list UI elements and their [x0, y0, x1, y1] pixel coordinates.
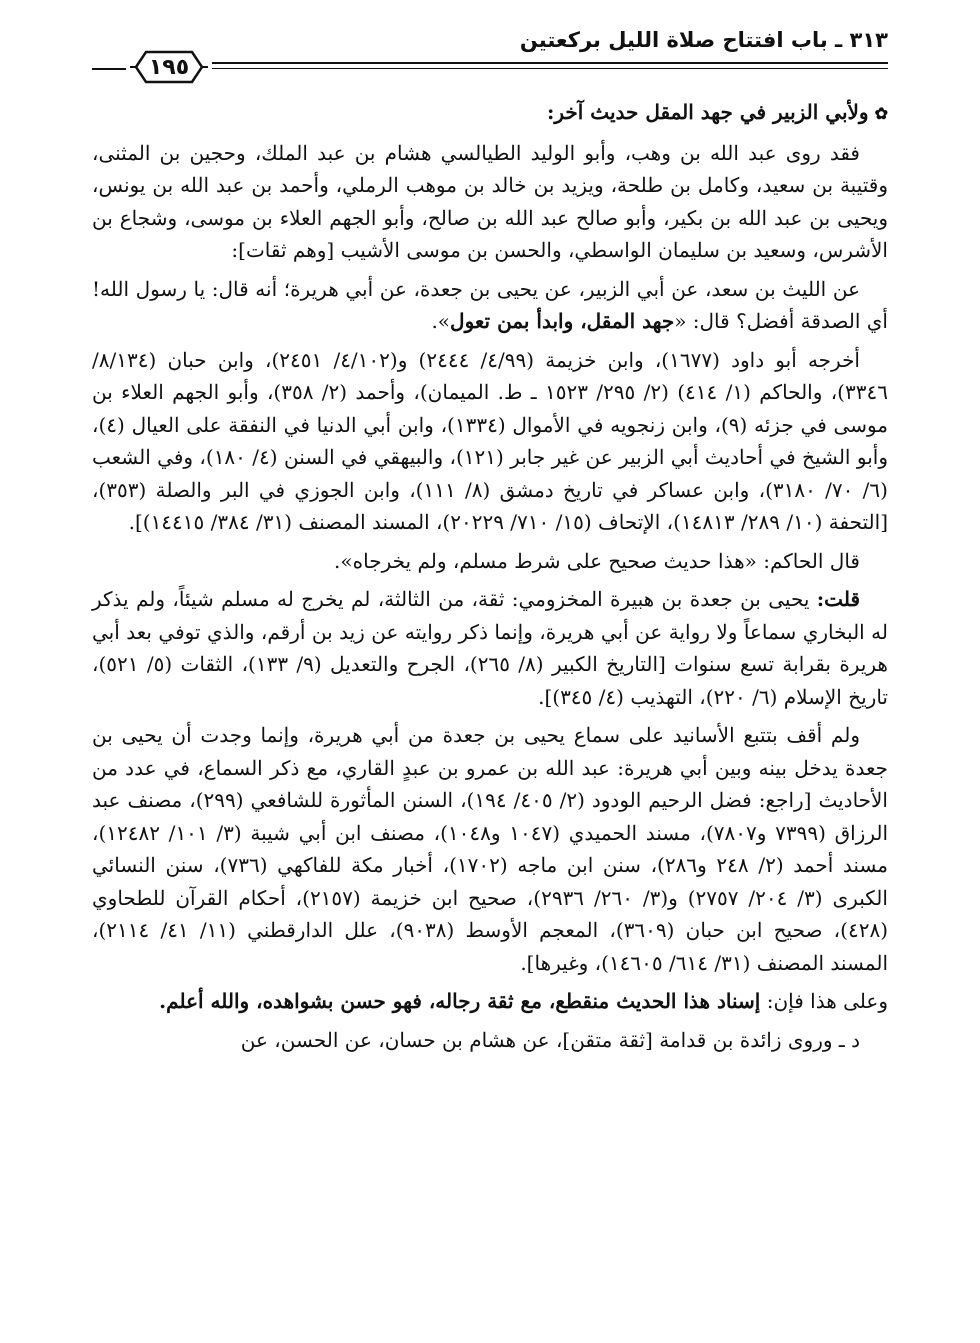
page-number: ١٩٥ [148, 54, 190, 80]
conclusion-lead: وعلى هذا فإن: [760, 989, 888, 1013]
page-body [92, 96, 888, 1062]
header-rule-thin [212, 68, 888, 69]
hakim-text: «هذا حديث صحيح على شرط مسلم، ولم يخرجاه». [334, 548, 764, 573]
section-heading-text: ولأبي الزبير في جهد المقل حديث آخر: [547, 100, 869, 124]
page-number-badge [128, 48, 210, 86]
header-rule-left [92, 68, 126, 70]
section-heading [92, 96, 888, 131]
page-header [92, 22, 888, 82]
flower-bullet-icon: ✿ [874, 104, 888, 123]
hadith-close: ». [431, 309, 451, 333]
chapter-title: ٣١٣ ـ باب افتتاح صلاة الليل بركعتين [519, 28, 888, 52]
paragraph-conclusion [92, 985, 888, 1018]
paragraph-hakim [92, 545, 888, 578]
paragraph-hadith-text [92, 273, 888, 338]
header-rule-thick [212, 62, 888, 64]
paragraph-qultu [92, 583, 888, 713]
qultu-label: قلت: [816, 587, 860, 611]
qultu-text: يحيى بن جعدة بن هبيرة المخزومي: ثقة، من الثالثة، لم يخرج له مسلم شيئاً، ولم يذكر له البخاري سماعاً ولا رواية عن أبي هريرة، وإنما ذكر روايته عن زيد بن أرقم، والذي توفي بعد أبي هريرة بقرابة تسع سنوات [التاريخ الكبير (٨/ ٢٦٥)، الجرح والتعديل (٩/ ١٣٣)، الثقات (٥/ ٥٢١)، تاريخ الإسلام (٦/ ٢٢٠)، التهذيب (٤/ ٣٤٥)]. [92, 587, 888, 709]
hakim-label: قال الحاكم: [763, 548, 860, 573]
paragraph-sama: ولم أقف بتتبع الأسانيد على سماع يحيى بن جعدة من أبي هريرة، وإنما وجدت أن يحيى بن جعدة يدخل بينه وبين أبي هريرة: عبد الله بن عمرو بن عبدٍ القاري، مع ذكر السماع، في عدد من الأحاديث [راجع: فضل الرحيم الودود (٢/ ٤٠٥/ ١٩٤)، السنن المأثورة للشافعي (٢٩٩)، مصنف عبد الرزاق (٧٣٩٩ و٧٨٠٧)، مسند الحميدي (١٠٤٧ و١٠٤٨)، مصنف ابن أبي شيبة (٣/ ١٠١/ ١٢٤٨٢)، مسند أحمد (٢/ ٢٤٨ و٢٨٦)، سنن ابن ماجه (١٧٠٢)، أخبار مكة للفاكهي (٧٣٦)، سنن النسائي الكبرى (٣/ ٢٠٤/ ٢٧٥٧) و(٣/ ٢٦٠/ ٢٩٣٦)، صحيح ابن خزيمة (٢١٥٧)، أحكام القرآن للطحاوي (٤٢٨)، صحيح ابن حبان (٣٦٠٩)، المعجم الأوسط (٩٠٣٨)، علل الدارقطني (١١/ ٤١/ ٢١١٤)، المسند المصنف (٣١/ ٦١٤/ ١٤٦٠٥)، وغيرها]. [92, 723, 889, 975]
hadith-matn: جهد المقل، وابدأ بمن تعول [450, 309, 675, 333]
paragraph-takhrij: أخرجه أبو داود (١٦٧٧)، وابن خزيمة (٤/٩٩/ ٢٤٤٤) و(٤/١٠٢/ ٢٤٥١)، وابن حبان (٨/١٣٤/ ٣٣٤٦)، والحاكم (١/ ٤١٤) (٢/ ٢٩٥/ ١٥٢٣ ـ ط. الميمان)، وأحمد (٢/ ٣٥٨)، وأبو الجهم العلاء بن موسى في جزئه (٩)، وابن زنجويه في الأموال (١٣٣٤)، وابن أبي الدنيا في النفقة على العيال (٤)، وأبو الشيخ في أحاديث أبي الزبير عن غير جابر (١٢١)، والبيهقي في السنن (٤/ ١٨٠)، وفي الشعب (٦/ ٧٠/ ٣١٨٠)، وابن عساكر في تاريخ دمشق (٨/ ١١١)، وابن الجوزي في البر والصلة (٣٥٣)، [التحفة (١٠/ ٢٨٩/ ١٤٨١٣)، الإتحاف (١٥/ ٧١٠/ ٢٠٢٢٩)، المسند المصنف (٣١/ ٣٨٤/ ١٤٤١٥)]. [92, 347, 889, 534]
paragraph-narrators: فقد روى عبد الله بن وهب، وأبو الوليد الطيالسي هشام بن عبد الملك، وحجين بن المثنى، وقتيبة بن سعيد، وكامل بن طلحة، ويزيد بن خالد بن موهب الرملي، وأحمد بن عبد الله بن يونس، ويحيى بن عبد الله بن بكير، وأبو صالح عبد الله بن صالح، وأبو الجهم العلاء بن موسى، وشجاع بن الأشرس، وسعيد بن سليمان الواسطي، والحسن بن موسى الأشيب [وهم ثقات]: [92, 140, 888, 262]
paragraph-next-chain: د ـ وروى زائدة بن قدامة [ثقة متقن]، عن هشام بن حسان، عن الحسن، عن [240, 1027, 860, 1052]
conclusion-verdict: إسناد هذا الحديث منقطع، مع ثقة رجاله، فهو حسن بشواهده، والله أعلم. [159, 989, 761, 1013]
hadith-chain: عن الليث بن سعد، عن أبي الزبير، عن يحيى بن جعدة، عن أبي هريرة؛ أنه قال: يا رسول الله! أي الصدقة أفضل؟ قال: « [92, 276, 888, 333]
